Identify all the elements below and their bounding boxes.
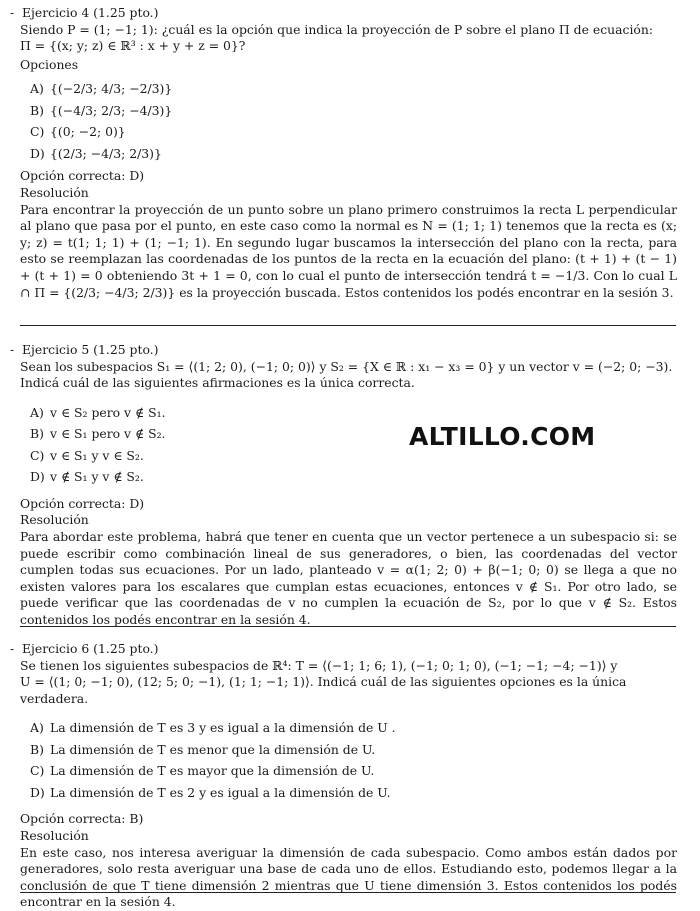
option-d: D) La dimensión de T es 2 y es igual a la dimensión de U. — [30, 784, 391, 800]
correct-answer: Opción correcta: D) — [20, 168, 145, 184]
options-list — [10, 78, 677, 164]
resolution-title: Resolución — [20, 184, 89, 200]
resolution-text: Para encontrar la proyección de un punto sobre un plano primero construimos la recta L perpendicular al plano que pasa por el punto, en este caso como la normal es N = (1; 1; 1) tenemos que la recta es (x; y; z) = t(1; 1; 1) + (1; −1; 1). En segundo lugar buscamos la intersección del plano con la recta, para esto se reemplazan las coordenadas de los puntos de la recta en la ecuación del plano: (t + 1) + (t − 1) + (t + 1) = 0 obteniendo 3t + 1 = 0, con lo cual el punto de intersección tendrá t = −1/3. Con lo cual L ∩ Π = {(2/3; −4/3; 2/3)} es la proyección buscada. Estos contenidos los podés encontrar en la sesión 3. — [20, 201, 677, 300]
watermark-logo: ALTILLO.COM — [409, 422, 596, 451]
resolution-title: Resolución — [20, 512, 89, 528]
option-c: C) v ∈ S₁ y v ∈ S₂. — [30, 447, 144, 463]
exercise-header: - Ejercicio 6 (1.25 pto.) — [10, 641, 159, 656]
correct-answer: Opción correcta: D) — [20, 495, 145, 511]
exercise-statement-line: Sean los subespacios S₁ = ⟨(1; 2; 0), (−1; 0; 0)⟩ y S₂ = {X ∈ ℝ : x₁ − x₃ = 0} y un vector v = (−2; 0; −3). — [20, 358, 673, 374]
separator-line — [20, 892, 676, 893]
option-b: B) v ∈ S₁ pero v ∉ S₂. — [30, 426, 166, 442]
exercise-4 — [10, 5, 677, 301]
option-b: B) La dimensión de T es menor que la dimensión de U. — [30, 741, 376, 757]
options-label: Opciones — [20, 56, 79, 72]
exercise-header: - Ejercicio 5 (1.25 pto.) — [10, 342, 159, 357]
resolution-text: Para abordar este problema, habrá que tener en cuenta que un vector pertenece a un subespacio si: se puede escribir como combinación lineal de sus generadores, o bien, las coordenadas del vector cumplen todas sus ecuaciones. Por un lado, planteado v = α(1; 2; 0) + β(−1; 0; 0) se llega a que no existen valores para los escalares que cumplan estas ecuaciones, entonces v ∉ S₁. Por otro lado, se puede verificar que las coordenadas de v no cumplen la ecuación de S₂, por lo que v ∉ S₂. Estos contenidos los podés encontrar en la sesión 4. — [20, 528, 677, 627]
separator-line — [20, 325, 676, 326]
exercise-statement-line: Indicá cuál de las siguientes afirmaciones es la única correcta. — [20, 375, 415, 391]
option-c: C) La dimensión de T es mayor que la dimensión de U. — [30, 763, 375, 779]
exercise-statement-line: U = ⟨(1; 0; −1; 0), (12; 5; 0; −1), (1; 1; −1; 1)⟩. Indicá cuál de las siguientes opciones es la única verdadera. — [20, 674, 627, 706]
options-list — [10, 717, 677, 803]
exercise-statement-line: Siendo P = (1; −1; 1): ¿cuál es la opción que indica la proyección de P sobre el plano Π de ecuación: — [20, 21, 654, 37]
correct-answer: Opción correcta: B) — [20, 811, 144, 827]
exercise-6 — [10, 641, 677, 911]
option-a: A) La dimensión de T es 3 y es igual a la dimensión de U . — [30, 720, 396, 736]
exercise-header: - Ejercicio 4 (1.25 pto.) — [10, 5, 159, 20]
option-b: B) {(−4/3; 2/3; −4/3)} — [30, 102, 173, 118]
separator-line — [20, 626, 676, 627]
exercise-statement-line: Se tienen los siguientes subespacios de ℝ⁴: T = ⟨(−1; 1; 6; 1), (−1; 0; 1; 0), (−1; −1; −4; −1)⟩ y — [20, 657, 618, 673]
option-d: D) {(2/3; −4/3; 2/3)} — [30, 145, 162, 161]
exercise-5 — [10, 342, 677, 629]
resolution-title: Resolución — [20, 827, 89, 843]
exercise-statement-line: Π = {(x; y; z) ∈ ℝ³ : x + y + z = 0}? — [20, 38, 246, 54]
option-d: D) v ∉ S₁ y v ∉ S₂. — [30, 469, 144, 485]
option-a: A) {(−2/3; 4/3; −2/3)} — [30, 81, 173, 97]
option-a: A) v ∈ S₂ pero v ∉ S₁. — [30, 404, 166, 420]
resolution-text: En este caso, nos interesa averiguar la dimensión de cada subespacio. Como ambos están dados por generadores, solo resta averiguar una base de cada uno de ellos. Estudiando esto, podemos llegar a la conclusión de que T tiene dimensión 2 mientras que U tiene dimensión 3. Estos contenidos los podés encontrar en la sesión 4. — [20, 844, 677, 910]
option-c: C) {(0; −2; 0)} — [30, 124, 126, 140]
